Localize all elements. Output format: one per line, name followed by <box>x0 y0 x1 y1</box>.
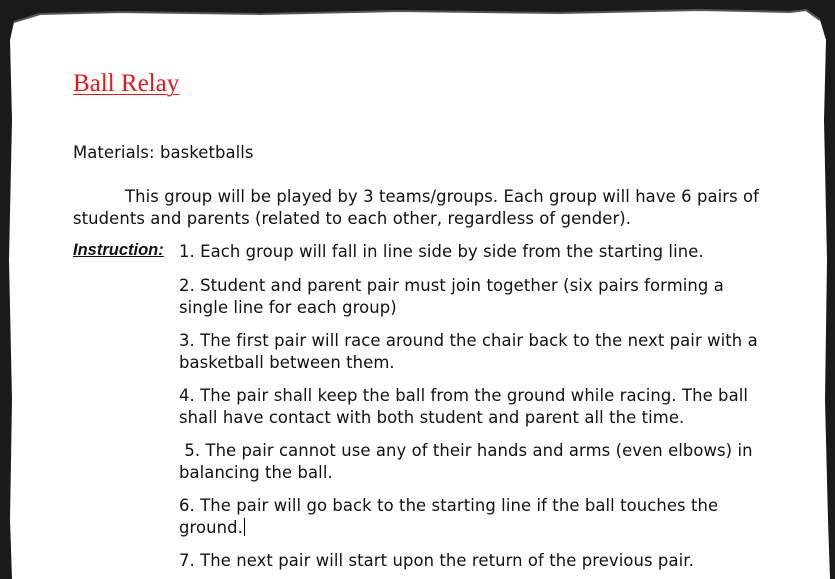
step-item: 3. The first pair will race around the chair back to the next pair with a basketball between them. <box>179 331 758 372</box>
step-item: 7. The next pair will start upon the return of the previous pair. <box>179 551 694 570</box>
step-item: 4. The pair shall keep the ball from the ground while racing. The ball shall have contact with both student and parent all the time. <box>179 386 749 427</box>
intro-paragraph <box>73 186 773 229</box>
instruction-label: Instruction: <box>73 241 164 259</box>
step-item: 1. Each group will fall in line side by side from the starting line. <box>179 242 704 261</box>
step-item: 2. Student and parent pair must join together (six pairs forming a single line for each group) <box>179 276 724 317</box>
step-item-with-caret[interactable] <box>179 495 769 538</box>
document-title: Ball Relay <box>73 70 180 97</box>
step-text: 6. The pair will go back to the starting line if the ball touches the ground. <box>179 496 719 537</box>
materials-line: Materials: basketballs <box>73 143 254 162</box>
step-item: 5. The pair cannot use any of their hands and arms (even elbows) in balancing the ball. <box>179 441 758 482</box>
text-caret <box>244 518 245 536</box>
intro-text: This group will be played by 3 teams/groups. Each group will have 6 pairs of students and parents (related to each other, regardless of gender). <box>73 187 760 228</box>
